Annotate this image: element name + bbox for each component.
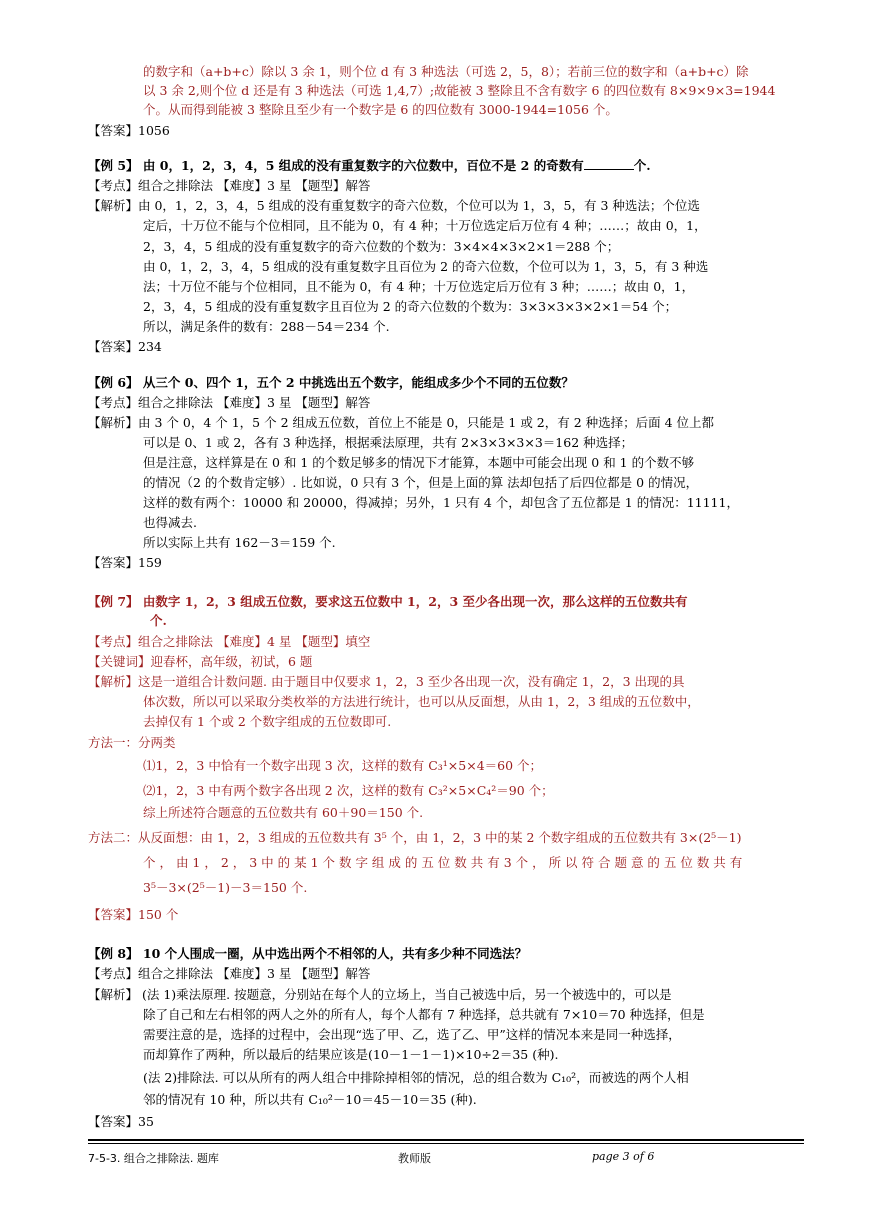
example-7-method-1: 方法一：分两类 bbox=[88, 735, 176, 750]
example-5-analysis-1: 【解析】由 0，1，2，3，4，5 组成的没有重复数字的奇六位数，个位可以为 1，3，5，有 3 种选法；个位选 bbox=[88, 198, 700, 213]
example-7-analysis-1: 【解析】这是一道组合计数问题. 由于题目中仅要求 1，2，3 至少各出现一次，没有确定 1，2，3 出现的具 bbox=[88, 674, 685, 689]
intro-line-2: 以 3 余 2,则个位 d 还是有 3 种选法（可选 1,4,7）;故能被 3 整除且不含有数字 6 的四位数有 8×9×9×3=1944 bbox=[143, 83, 776, 98]
example-6-analysis-4: 的情况（2 的个数肯定够）. 比如说，0 只有 3 个，但是上面的算 法却包括了后四位都是 0 的情况， bbox=[143, 475, 699, 490]
example-7-title-1: 【例 7】 由数字 1，2，3 组成五位数，要求这五位数中 1，2，3 至少各出现一次，那么这样的五位数共有 bbox=[88, 594, 688, 609]
example-7-method-2b: 个 ， 由 1 ， 2 ， 3 中 的 某 1 个 数 字 组 成 的 五 位 数 共 有 3 个 ， 所 以 符 合 题 意 的 五 位 数 共 有 bbox=[143, 855, 743, 870]
example-7-method-1a: ⑴1，2，3 中恰有一个数字出现 3 次，这样的数有 C₃¹×5×4＝60 个； bbox=[143, 758, 543, 773]
example-7-keywords: 【关键词】迎春杯，高年级，初试，6 题 bbox=[88, 654, 313, 669]
example-8-title: 【例 8】 10 个人围成一圈，从中选出两个不相邻的人，共有多少种不同选法？ bbox=[88, 946, 528, 961]
example-7-analysis-2: 体次数，所以可以采取分类枚举的方法进行统计，也可以从反面想，从由 1，2，3 组成的五位数中， bbox=[143, 694, 700, 709]
footer-page-number: page 3 of 6 bbox=[592, 1150, 655, 1163]
example-6-meta: 【考点】组合之排除法 【难度】3 星 【题型】解答 bbox=[88, 395, 371, 410]
example-8-analysis-5: (法 2)排除法. 可以从所有的两人组合中排除掉相邻的情况，总的组合数为 C₁₀²，而被选的两个人相 bbox=[143, 1070, 689, 1085]
example-7-answer: 【答案】150 个 bbox=[88, 907, 179, 922]
example-7-analysis-3: 去掉仅有 1 个或 2 个数字组成的五位数即可. bbox=[143, 714, 392, 729]
example-8-analysis-4: 而却算作了两种，所以最后的结果应该是(10－1－1－1)×10÷2＝35 (种). bbox=[143, 1047, 559, 1062]
example-7-title-2: 个. bbox=[150, 613, 167, 628]
example-7-method-2a: 方法二：从反面想：由 1，2，3 组成的五位数共有 3⁵ 个，由 1，2，3 中的某 2 个数字组成的五位数共有 3×(2⁵－1) bbox=[88, 830, 742, 845]
footer-left: 7-5-3. 组合之排除法. 题库 bbox=[88, 1152, 219, 1165]
example-6-title: 【例 6】 从三个 0、四个 1，五个 2 中挑选出五个数字，能组成多少个不同的五位数？ bbox=[88, 375, 574, 390]
example-5-analysis-4: 由 0，1，2，3，4，5 组成的没有重复数字且百位为 2 的奇六位数，个位可以为 1，3，5，有 3 种选 bbox=[143, 259, 709, 274]
example-8-meta: 【考点】组合之排除法 【难度】3 星 【题型】解答 bbox=[88, 966, 371, 981]
footer-center: 教师版 bbox=[398, 1152, 431, 1165]
example-6-analysis-6: 也得减去. bbox=[143, 515, 197, 530]
example-6-analysis-2: 可以是 0、1 或 2，各有 3 种选择，根据乘法原理，共有 2×3×3×3×3＝162 种选择； bbox=[143, 435, 634, 450]
example-5-analysis-2: 定后，十万位不能与个位相同，且不能为 0，有 4 种；十万位选定后万位有 4 种；……；故由 0，1， bbox=[143, 218, 707, 233]
example-5-analysis-7: 所以，满足条件的数有：288－54＝234 个. bbox=[143, 319, 390, 334]
example-5-answer: 【答案】234 bbox=[88, 339, 162, 354]
example-8-answer: 【答案】35 bbox=[88, 1114, 154, 1129]
example-8-analysis-6: 邻的情况有 10 种，所以共有 C₁₀²－10＝45－10＝35 (种). bbox=[143, 1092, 477, 1107]
example-6-analysis-3: 但是注意，这样算是在 0 和 1 的个数足够多的情况下才能算，本题中可能会出现 0 和 1 的个数不够 bbox=[143, 455, 695, 470]
example-5-analysis-6: 2，3，4，5 组成的没有重复数字且百位为 2 的奇六位数的个数为：3×3×3×3×2×1＝54 个； bbox=[143, 299, 678, 314]
example-6-analysis-1: 【解析】由 3 个 0，4 个 1，5 个 2 组成五位数，首位上不能是 0，只能是 1 或 2，有 2 种选择；后面 4 位上都 bbox=[88, 415, 715, 430]
intro-answer: 【答案】1056 bbox=[88, 123, 170, 138]
intro-line-3: 个。从而得到能被 3 整除且至少有一个数字是 6 的四位数有 3000-1944=1056 个。 bbox=[143, 102, 618, 117]
example-8-analysis-2: 除了自己和左右相邻的两人之外的所有人，每个人都有 7 种选择，总共就有 7×10＝70 种选择，但是 bbox=[143, 1007, 705, 1022]
example-5-meta: 【考点】组合之排除法 【难度】3 星 【题型】解答 bbox=[88, 178, 371, 193]
example-7-method-2c: 3⁵－3×(2⁵－1)－3＝150 个. bbox=[143, 880, 308, 895]
example-7-method-1c: 综上所述符合题意的五位数共有 60＋90＝150 个. bbox=[143, 805, 424, 820]
footer-rule-thick bbox=[88, 1139, 804, 1141]
example-5-analysis-5: 法；十万位不能与个位相同，且不能为 0，有 4 种；十万位选定后万位有 3 种；……；故由 0，1， bbox=[143, 279, 695, 294]
example-7-meta: 【考点】组合之排除法 【难度】4 星 【题型】填空 bbox=[88, 634, 371, 649]
footer-rule-thin bbox=[88, 1143, 804, 1144]
example-6-analysis-5: 这样的数有两个：10000 和 20000，得减掉；另外，1 只有 4 个，却包含了五位都是 1 的情况：11111， bbox=[143, 495, 739, 510]
example-5-analysis-3: 2，3，4，5 组成的没有重复数字的奇六位数的个数为：3×4×4×3×2×1＝288 个； bbox=[143, 239, 620, 254]
intro-line-1: 的数字和（a+b+c）除以 3 余 1，则个位 d 有 3 种选法（可选 2，5，8）；若前三位的数字和（a+b+c）除 bbox=[143, 64, 749, 79]
example-5-title: 【例 5】 由 0，1，2，3，4，5 组成的没有重复数字的六位数中，百位不是 2 的奇数有 个. bbox=[88, 158, 651, 173]
example-6-answer: 【答案】159 bbox=[88, 555, 162, 570]
example-6-analysis-7: 所以实际上共有 162－3＝159 个. bbox=[143, 535, 336, 550]
answer-blank bbox=[584, 157, 634, 170]
example-8-analysis-1: 【解析】 (法 1)乘法原理. 按题意，分别站在每个人的立场上，当自己被选中后，另一个被选中的，可以是 bbox=[88, 987, 672, 1002]
example-8-analysis-3: 需要注意的是，选择的过程中，会出现“选了甲、乙，选了乙、甲”这样的情况本来是同一种选择， bbox=[143, 1027, 681, 1042]
example-7-method-1b: ⑵1，2，3 中有两个数字各出现 2 次，这样的数有 C₃²×5×C₄²＝90 个； bbox=[143, 783, 554, 798]
